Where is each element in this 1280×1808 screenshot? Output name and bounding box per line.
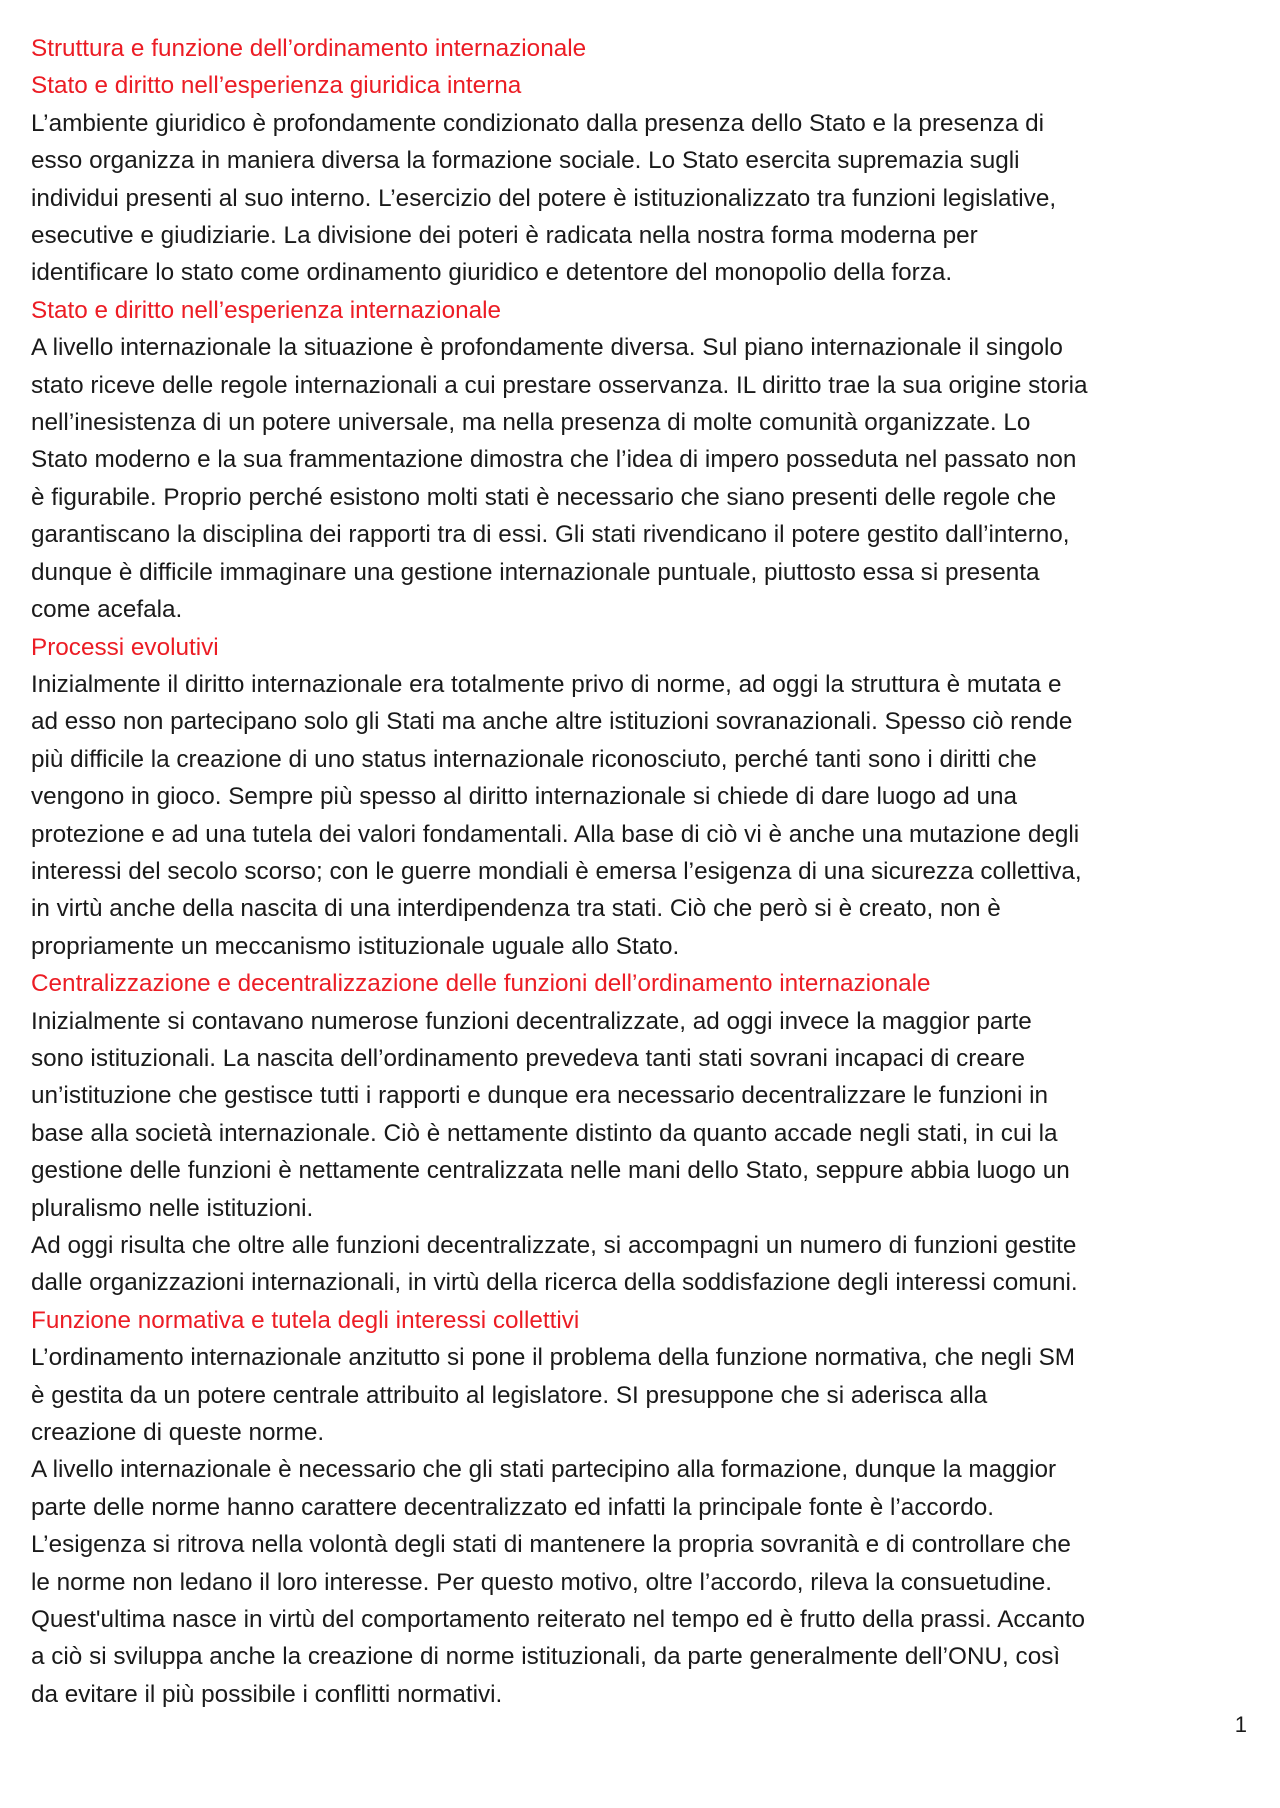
section-paragraph: L’ordinamento internazionale anzitutto si pone il problema della funzione normativa, che negli SM è gestita da un potere centrale attribuito al legislatore. SI presuppone che si aderisca alla creazione di queste norme. — [31, 1344, 1076, 1447]
section-heading: Stato e diritto nell’esperienza internazionale — [31, 296, 502, 324]
section-paragraph: L’ambiente giuridico è profondamente condizionato dalla presenza dello Stato e la presenza di esso organizza in maniera diversa la formazione sociale. Lo Stato esercita supremazia sugli individui presenti al suo interno. L’esercizio del potere è istituzionalizzato tra funzioni legislative, esecutive e giudiziarie. La divisione dei poteri è radicata nella nostra forma moderna per identificare lo stato come ordinamento giuridico e detentore del monopolio della forza. — [31, 109, 1057, 287]
document-title: Struttura e funzione dell’ordinamento internazionale — [31, 35, 587, 62]
section-paragraph: Inizialmente il diritto internazionale era totalmente privo di norme, ad oggi la struttura è mutata e ad esso non partecipano solo gli Stati ma anche altre istituzioni sovranazionali. Spesso ciò rende più difficile la creazione di uno status internazionale riconosciuto, perché tanti sono i diritti che vengono in gioco. Sempre più spesso al diritto internazionale si chiede di dare luogo ad una protezione e ad una tutela dei valori fondamentali. Alla base di ciò vi è anche una mutazione degli interessi del secolo scorso; con le guerre mondiali è emersa l’esigenza di una sicurezza collettiva, in virtù anche della nascita di una interdipendenza tra stati. Ciò che però si è creato, non è propriamente un meccanismo istituzionale uguale allo Stato. — [31, 670, 1082, 960]
section-paragraph: A livello internazionale è necessario che gli stati partecipino alla formazione, dunque la maggior parte delle norme hanno carattere decentralizzato ed infatti la principale fonte è l’accordo. L’esigenza si ritrova nella volontà degli stati di mantenere la propria sovranità e di controllare che le norme non ledano il loro interesse. Per questo motivo, oltre l’accordo, rileva la consuetudine. Quest'ultima nasce in virtù del comportamento reiterato nel tempo ed è frutto della prassi. Accanto a ciò si sviluppa anche la creazione di norme istituzionali, da parte generalmente dell’ONU, così da evitare il più possibile i conflitti normativi. — [31, 1456, 1085, 1708]
section-heading: Centralizzazione e decentralizzazione delle funzioni dell’ordinamento internazionale — [31, 970, 931, 998]
page-number: 1 — [1234, 1712, 1247, 1737]
section-paragraph: Inizialmente si contavano numerose funzioni decentralizzate, ad oggi invece la maggior parte sono istituzionali. La nascita dell’ordinamento prevedeva tanti stati sovrani incapaci di creare un’istituzione che gestisce tutti i rapporti e dunque era necessario decentralizzare le funzioni in base alla società internazionale. Ciò è nettamente distinto da quanto accade negli stati, in cui la gestione delle funzioni è nettamente centralizzata nelle mani dello Stato, seppure abbia luogo un pluralismo nelle istituzioni. — [31, 1007, 1070, 1222]
section-paragraph: A livello internazionale la situazione è profondamente diversa. Sul piano internazionale il singolo stato riceve delle regole internazionali a cui prestare osservanza. IL diritto trae la sua origine storia nell’inesistenza di un potere universale, ma nella presenza di molte comunità organizzate. Lo Stato moderno e la sua frammentazione dimostra che l’idea di impero posseduta nel passato non è figurabile. Proprio perché esistono molti stati è necessario che siano presenti delle regole che garantiscano la disciplina dei rapporti tra di essi. Gli stati rivendicano il potere gestito dall’interno, dunque è difficile immaginare una gestione internazionale puntuale, piuttosto essa si presenta come acefala. — [31, 334, 1088, 624]
section-heading: Stato e diritto nell’esperienza giuridica interna — [31, 72, 522, 100]
section-heading: Funzione normativa e tutela degli interessi collettivi — [31, 1306, 580, 1334]
section-heading: Processi evolutivi — [31, 633, 219, 661]
section-paragraph: Ad oggi risulta che oltre alle funzioni decentralizzate, si accompagni un numero di funzioni gestite dalle organizzazioni internazionali, in virtù della ricerca della soddisfazione degli interessi comuni. — [31, 1232, 1078, 1297]
